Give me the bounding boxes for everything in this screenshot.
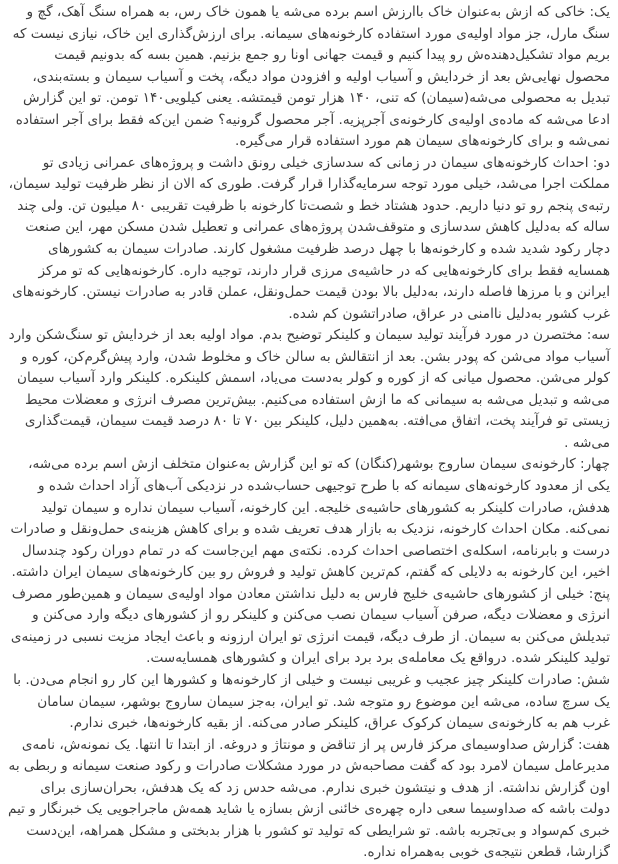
paragraph-2-cement-industry-recession: دو: احداث کارخونه‌های سیمان در زمانی که سدسازی خیلی رونق داشت و پروژه‌های عمرانی زیادی تو مملکت اجرا می‌شد، خیلی مورد توجه سرمایه‌گذارا قرار گرفت. طوری که الان از نظر ظرفیت تولید سیمان، رتبه‌ی پنجم رو تو دنیا داریم. حدود هشتاد خط و شصت‌تا کارخونه با ظرفیت تقریبی ۸۰ میلیون تن. ولی چند ساله که به‌دلیل کاهش سدسازی و متوقف‌شدن پروژه‌های عمرانی و تعطیل شدن مسکن مهر، این صنعت دچار رکود شدید شده و کارخونه‌ها با چهل درصد ظرفیت مشغول کارند. صادرات سیمان به کشورهای همسایه فقط برای کارخونه‌هایی که در حاشیه‌ی مرزی قرار دارند، توجیه داره. کارخونه‌هایی که تو مرکز ایرانن و با مرزها فاصله دارند، به‌دلیل بالا بودن قیمت حمل‌ونقل، عملن قادر به صادرات نیستن. کارخونه‌های غرب کشور به‌دلیل ناامنی در عراق، صادراتشون کم شده.	[8, 154, 610, 322]
paragraph-5-gulf-countries-clinker-import: پنج: خیلی از کشورهای حاشیه‌ی خلیج فارس به دلیل نداشتن معادن مواد اولیه‌ی سیمان و همین‌طور مصرف انرژی و معضلات دیگه، صرفن آسیاب سیمان نصب می‌کنن و کلینکر رو از کشورهای دیگه وارد می‌کنن و تبدیلش می‌کنن به سیمان. از طرف دیگه، قیمت انرژی تو ایران ارزونه و باعث ایجاد مزیت نسبی در زمینه‌ی تولید کلینکر شده. درواقع یک معامله‌ی برد برد برای ایران و کشورهای همسایه‌ست.	[10, 585, 610, 667]
paragraph-4-sarooj-bushehr-factory: چهار: کارخونه‌ی سیمان ساروج بوشهر(کنگان) که تو این گزارش به‌عنوان متخلف ازش اسم برده می‌شه، یکی از معدود کارخونه‌های سیمانه که با طرح توجیهی حساب‌شده در نزدیکی آب‌های آزاد احداث شده و هدفش، صادرات کلینکر به کشورهای حاشیه‌ی خلیجه. این کارخونه، آسیاب سیمان نداره و سیمان تولید نمی‌کنه. مکان احداث کارخونه، نزدیک به بازار هدف تعریف شده و برای کاهش هزینه‌ی حمل‌ونقل و صادرات درست و بابرنامه، اسکله‌ی اختصاصی احداث کرده. نکته‌ی مهم این‌جاست که در تمام دوران رکود چندسال اخیر، این کارخونه به دلایلی که گفتم، کم‌ترین کاهش تولید و فروش رو بین کارخونه‌های سیمان ایران داشته.	[10, 456, 610, 581]
paragraph-1-soil-value: یک: خاکی که ازش به‌عنوان خاک باارزش اسم برده می‌شه یا همون خاک رس، به همراه سنگ آهک، گچ و سنگ مارل، جز مواد اولیه‌ی مورد استفاده کارخونه‌های سیمانه. برای ارزش‌گذاری این خاک، نیازی نیست که بریم مواد تشکیل‌دهنده‌ش رو پیدا کنیم و قیمت جهانی اونا رو جمع بزنیم. همین بسه که بدونیم قیمت محصول نهایی‌ش بعد از خردایش و آسیاب اولیه و افزودن مواد دیگه، پخت و آسیاب سیمان و بسته‌بندی، تبدیل به محصولی می‌شه(سیمان) که تنی، ۱۴۰ هزار تومن قیمتشه. یعنی کیلویی۱۴۰ تومن. تو این گزارش ادعا می‌شه که ماده‌ی اولیه‌ی کارخونه‌ی آجرپزیه. آجر محصول گرونیه؟ ضمن این‌که فقط برای آجر استفاده نمی‌شه و برای کارخونه‌های سیمان هم مورد استفاده قرار می‌گیره.	[12, 4, 610, 150]
paragraph-7-irib-fars-report-criticism: هفت: گزارش صداوسیمای مرکز فارس پر از تناقض و مونتاژ و دروغه. از ابتدا تا انتها. یک نمونه‌ش، نامه‌ی مدیرعامل سیمان لامرد بود که گفت مصاحبه‌ش در مورد مشکلات صادرات و رکود صنعت سیمانه و ربطی به اون گزارش نداشته. از هدف و نیتشون خبری ندارم. می‌شه حدس زد که یک هدفش، بحران‌سازی برای دولت باشه که صداوسیما سعی داره چهره‌ی خائنی ازش بسازه یا شاید همه‌ش ماجراجویی یک خبرنگار و تیم خبری کم‌سواد و بی‌تجربه باشه. تو شرایطی که تولید تو کشور با هزار بدبختی و مشکل همراهه، این‌دست گزارشا، قطعن نتیجه‌ی خوبی به‌همراه نداره.	[8, 736, 610, 861]
paragraph-3-cement-clinker-process: سه: مختصرن در مورد فرآیند تولید سیمان و کلینکر توضیح بدم. مواد اولیه بعد از خردایش تو سنگ‌شکن وارد آسیاب مواد می‌شن که پودر بشن. بعد از انتقالش به سالن خاک و مخلوط شدن، وارد پیش‌گرم‌کن، کوره و کولر می‌شن. محصول میانی که از کوره و کولر به‌دست می‌یاد، اسمش کلینکره. کلینکر وارد آسیاب سیمان می‌شه و تبدیل می‌شه به سیمانی که ما ازش استفاده می‌کنیم. بیش‌ترین مصرف انرژی و معضلات محیط زیستی تو فرآیند پخت، اتفاق می‌افته. به‌همین دلیل، کلینکر بین ۷۰ تا ۸۰ درصد قیمت سیمان، قیمت‌گذاری می‌شه .	[8, 327, 610, 451]
paragraph-6-clinker-export-examples: شش: صادرات کلینکر چیز عجیب و غریبی نیست و خیلی از کارخونه‌ها و کشورها این کار رو انجام می‌دن. با یک سرچ ساده، می‌شه این موضوع رو متوجه شد. تو ایران، به‌جز سیمان ساروج بوشهر، سیمان سامان غرب هم به کارخونه‌ی سیمان کرکوک عراق، کلینکر صادر می‌کنه. از بقیه کارخونه‌ها، خبری ندارم.	[13, 671, 610, 732]
